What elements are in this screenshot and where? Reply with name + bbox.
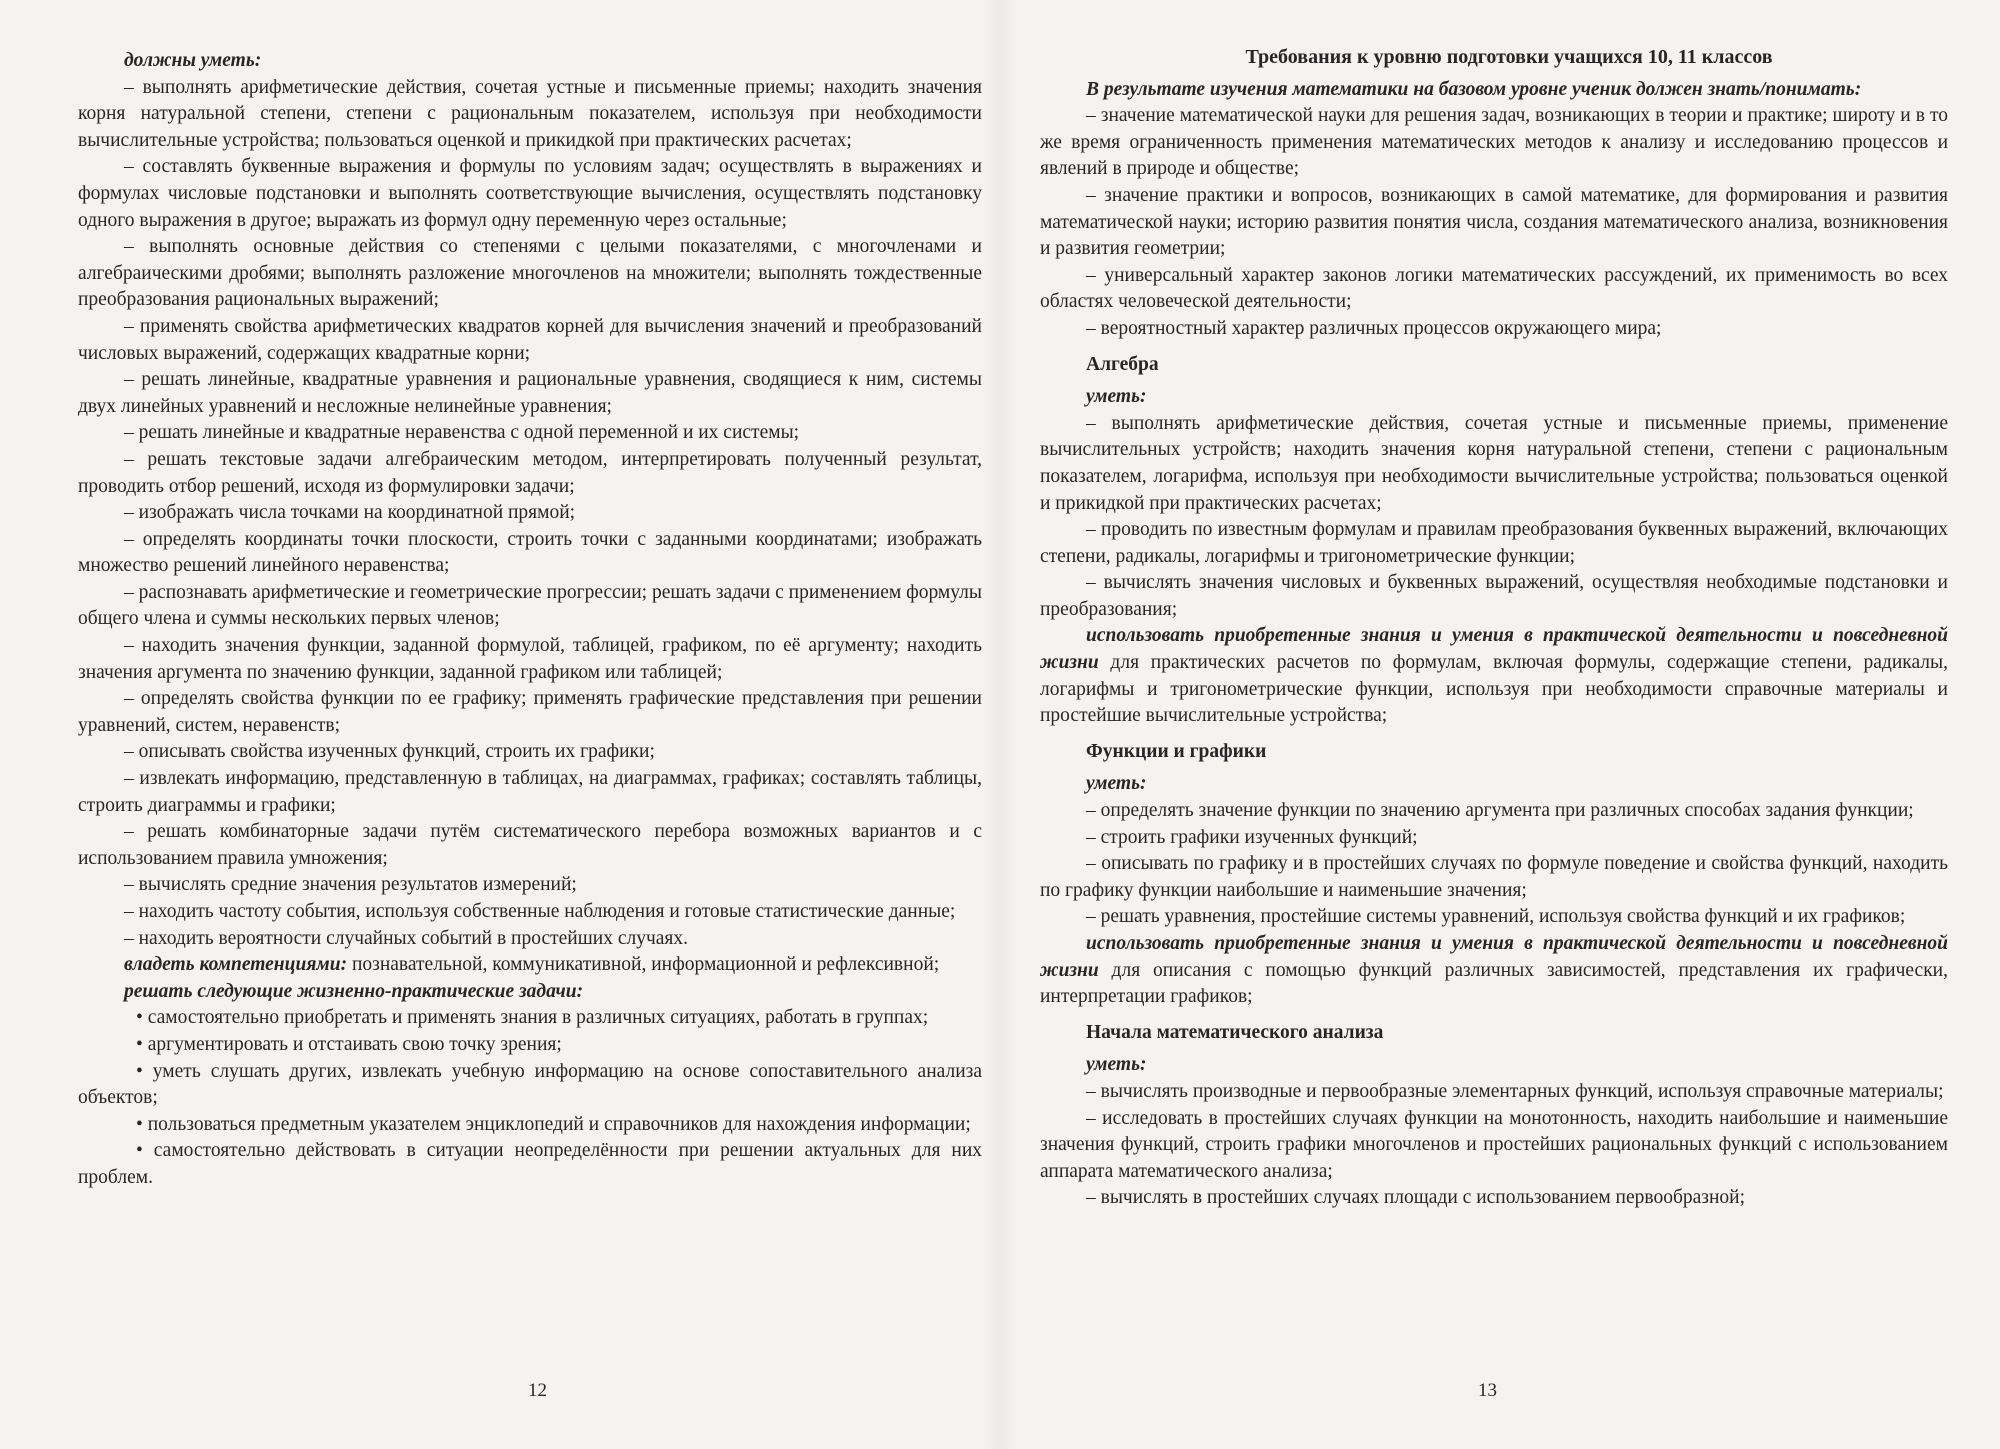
- page-number-left: 12: [528, 1380, 547, 1401]
- functions-sub: уметь:: [1086, 773, 1147, 795]
- right-page: [1000, 0, 2000, 1449]
- bullet-item: • уметь слушать других, извлекать учебную информацию на основе сопоставительного анализа объектов;: [78, 1060, 982, 1109]
- page-title: Требования к уровню подготовки учащихся 10, 11 классов: [1245, 46, 1773, 68]
- left-paragraph: – выполнять арифметические действия, сочетая устные и письменные приемы; находить значения корня натуральной степени, степени с рациональным показателем, используя при необходимости вычислительные устройства; пользоваться оценкой и прикидкой при практических расчетах;: [78, 76, 982, 151]
- left-paragraph: – описывать свойства изученных функций, строить их графики;: [124, 741, 655, 763]
- bullet-item: • аргументировать и отстаивать свою точку зрения;: [136, 1033, 562, 1055]
- competence-label: владеть компетенциями:: [124, 954, 348, 976]
- bullet-item: • самостоятельно действовать в ситуации неопределённости при решении актуальных для них проблем.: [78, 1140, 982, 1188]
- intro-paragraph: – вероятностный характер различных процессов окружающего мира;: [1086, 317, 1662, 339]
- intro-paragraph: – значение математической науки для решения задач, возникающих в теории и практике; широту и в то же время ограниченность применения математических методов к анализу и исследованию процессов и явлений в природе и обществе;: [1040, 105, 1948, 180]
- competence-text: познавательной, коммуникативной, информационной и рефлексивной;: [347, 954, 940, 976]
- left-lead: должны уметь:: [124, 50, 262, 71]
- left-page-text: [78, 48, 982, 1192]
- analysis-paragraph: – исследовать в простейших случаях функции на монотонность, находить наибольшие и наименьшие значения функций, строить графики многочленов и простейших рациональных функций с использованием аппарата математического анализа;: [1040, 1107, 1948, 1182]
- functions-paragraph: – решать уравнения, простейшие системы уравнений, используя свойства функций и их графиков;: [1086, 906, 1906, 928]
- competence-paragraph: [78, 952, 982, 979]
- left-paragraph: – находить значения функции, заданной формулой, таблицей, графиком, по её аргументу; находить значения аргумента по значению функции, заданной графиком или таблицей;: [78, 635, 982, 683]
- functions-use-text: для описания с помощью функций различных зависимостей, представления их графически, интерпретации графиков;: [1040, 959, 1948, 1008]
- algebra-paragraph: – проводить по известным формулам и правилам преобразования буквенных выражений, включающих степени, радикалы, логарифмы и тригонометрические функции;: [1040, 519, 1948, 567]
- left-paragraph: – находить частоту события, используя собственные наблюдения и готовые статистические данные;: [124, 901, 956, 922]
- left-paragraph: – определять свойства функции по ее графику; применять графические представления при решении уравнений, систем, неравенств;: [78, 688, 982, 736]
- algebra-sub: уметь:: [1086, 386, 1147, 408]
- intro-paragraph: – универсальный характер законов логики математических рассуждений, их применимость во всех областях человеческой деятельности;: [1040, 264, 1948, 313]
- left-paragraph: – находить вероятности случайных событий в простейших случаях.: [124, 927, 689, 949]
- analysis-paragraph: – вычислять в простейших случаях площади с использованием первообразной;: [1086, 1187, 1746, 1209]
- left-paragraph: – решать комбинаторные задачи путём систематического перебора возможных вариантов и с использованием правила умножения;: [78, 821, 982, 869]
- left-paragraph: – выполнять основные действия со степенями с целыми показателями, с многочленами и алгебраическими дробями; выполнять разложение многочленов на множители; выполнять тождественные преобразования рациональных выражений;: [78, 236, 982, 311]
- functions-use-paragraph: [1040, 931, 1948, 1011]
- algebra-paragraph: – вычислять значения числовых и буквенных выражений, осуществляя необходимые подстановки и преобразования;: [1040, 572, 1948, 620]
- right-lead: В результате изучения математики на базовом уровне ученик должен знать/понимать:: [1086, 78, 1862, 100]
- tasks-label: решать следующие жизненно-практические задачи:: [124, 980, 584, 1002]
- functions-paragraph: – определять значение функции по значению аргумента при различных способах задания функции;: [1086, 800, 1914, 822]
- analysis-sub: уметь:: [1086, 1054, 1147, 1076]
- algebra-use-label: использовать приобретенные знания и умения в практической деятельности и повседневной жизни: [1040, 625, 1948, 674]
- left-paragraph: – решать текстовые задачи алгебраическим методом, интерпретировать полученный результат, проводить отбор решений, исходя из формулировки задачи;: [78, 448, 982, 497]
- analysis-paragraph: – вычислять производные и первообразные элементарных функций, используя справочные материалы;: [1086, 1080, 1944, 1102]
- left-paragraph: – определять координаты точки плоскости, строить точки с заданными координатами; изображать множество решений линейного неравенства;: [78, 528, 982, 577]
- algebra-use-paragraph: [1040, 623, 1948, 729]
- left-paragraph: – применять свойства арифметических квадратов корней для вычисления значений и преобразований числовых выражений, содержащих квадратные корни;: [78, 315, 982, 364]
- algebra-paragraph: – выполнять арифметические действия, сочетая устные и письменные приемы, применение вычислительных устройств; находить значения корня натуральной степени, степени с рациональным показателем, логарифма, используя при необходимости вычислительные устройства; пользоваться оценкой и прикидкой при практических расчетах;: [1040, 412, 1948, 514]
- section-title-analysis: Начала математического анализа: [1086, 1021, 1384, 1043]
- functions-use-label: использовать приобретенные знания и умения в практической деятельности и повседневной жизни: [1040, 933, 1948, 981]
- right-page-text: [1040, 44, 1948, 1212]
- bullet-item: • пользоваться предметным указателем энциклопедий и справочников для нахождения информации;: [136, 1113, 971, 1135]
- functions-paragraph: – описывать по графику и в простейших случаях по формуле поведение и свойства функций, находить по графику функции наибольшие и наименьшие значения;: [1040, 853, 1948, 901]
- left-paragraph: – изображать числа точками на координатной прямой;: [124, 502, 576, 524]
- section-title-algebra: Алгебра: [1086, 353, 1159, 375]
- bullet-item: • самостоятельно приобретать и применять знания в различных ситуациях, работать в группах;: [136, 1007, 929, 1029]
- section-title-functions: Функции и графики: [1086, 740, 1267, 762]
- intro-paragraph: – значение практики и вопросов, возникающих в самой математике, для формирования и развития математической науки; историю развития понятия числа, создания математического анализа, возникновения и развития геометрии;: [1040, 184, 1948, 260]
- left-paragraph: – распознавать арифметические и геометрические прогрессии; решать задачи с применением формулы общего члена и суммы нескольких первых членов;: [78, 581, 982, 630]
- left-paragraph: – решать линейные, квадратные уравнения и рациональные уравнения, сводящиеся к ним, системы двух линейных уравнений и несложные нелинейные уравнения;: [78, 369, 982, 417]
- left-paragraph: – извлекать информацию, представленную в таблицах, на диаграммах, графиках; составлять таблицы, строить диаграммы и графики;: [78, 768, 982, 816]
- left-paragraph: – составлять буквенные выражения и формулы по условиям задач; осуществлять в выражениях и формулах числовые подстановки и выполнять соответствующие вычисления, осуществлять подстановку одного выражения в другое; выражать из формул одну переменную через остальные;: [78, 156, 982, 231]
- left-paragraph: – вычислять средние значения результатов измерений;: [124, 874, 577, 896]
- algebra-use-text: для практических расчетов по формулам, включая формулы, содержащие степени, радикалы, логарифмы и тригонометрические функции, используя при необходимости справочные материалы и простейшие вычислительные устройства;: [1040, 652, 1948, 727]
- left-paragraph: – решать линейные и квадратные неравенства с одной переменной и их системы;: [124, 422, 800, 444]
- page-number-right: 13: [1478, 1380, 1497, 1401]
- functions-paragraph: – строить графики изученных функций;: [1086, 826, 1418, 848]
